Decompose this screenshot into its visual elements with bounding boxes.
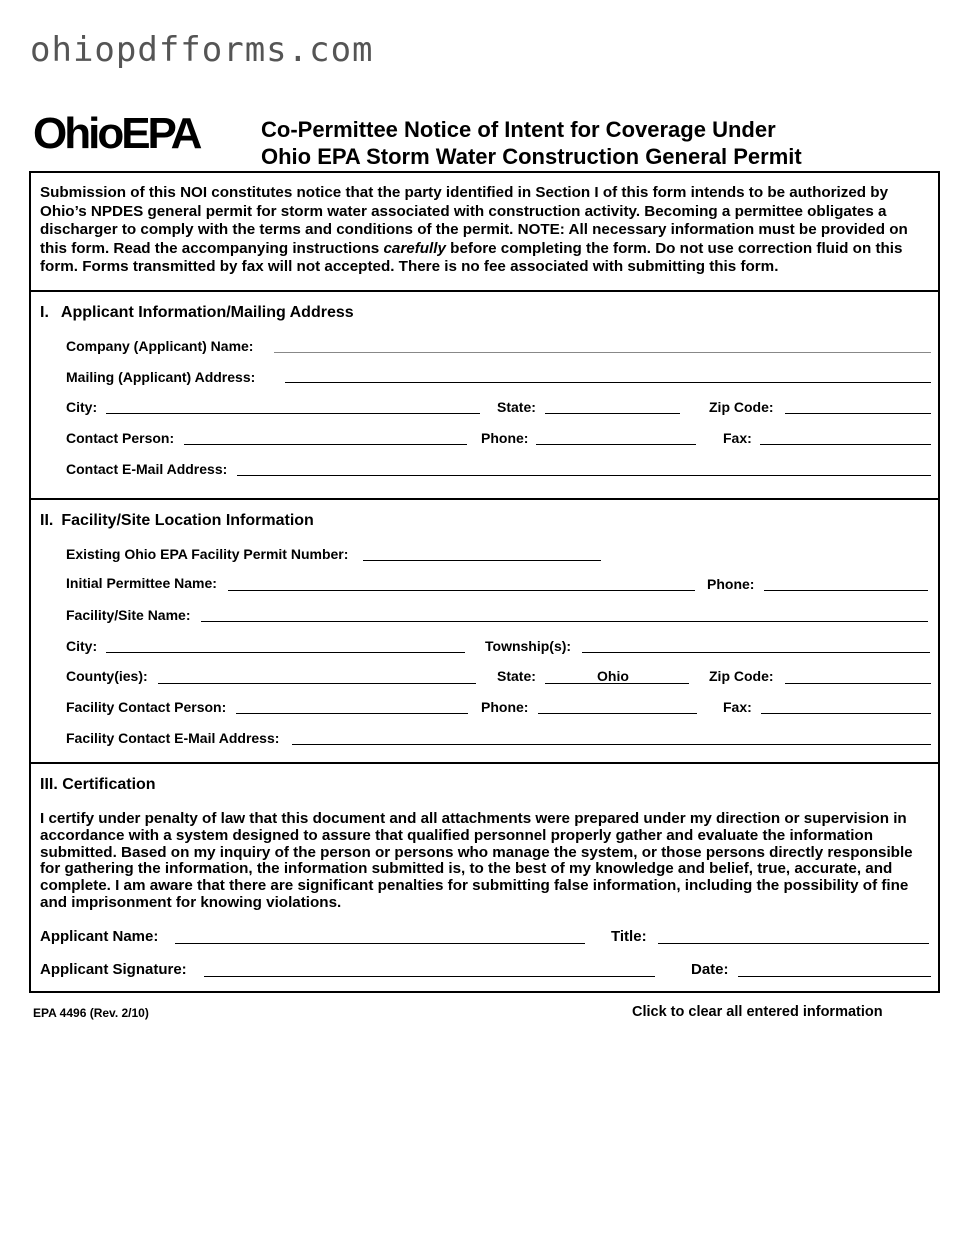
facility-email-label: Facility Contact E-Mail Address:	[66, 730, 280, 746]
permit-number-label: Existing Ohio EPA Facility Permit Number:	[66, 546, 349, 562]
zip-code-field[interactable]	[785, 413, 931, 414]
facility-email-field[interactable]	[292, 744, 931, 745]
county-field[interactable]	[158, 683, 476, 684]
section-2-heading: II. Facility/Site Location Information	[40, 512, 314, 529]
section-1-heading: I. Applicant Information/Mailing Address	[40, 304, 354, 321]
title-line-2: Ohio EPA Storm Water Construction General Permit	[261, 144, 802, 169]
permittee-phone-field[interactable]	[764, 590, 928, 591]
applicant-title-label: Title:	[611, 928, 647, 945]
divider	[31, 498, 938, 500]
township-field[interactable]	[582, 652, 930, 653]
city-field[interactable]	[106, 413, 480, 414]
city-label: City:	[66, 399, 98, 415]
title-line-1: Co-Permittee Notice of Intent for Coverage Under	[261, 117, 776, 142]
date-label: Date:	[691, 961, 729, 978]
applicant-signature-label: Applicant Signature:	[40, 961, 187, 978]
applicant-name-field[interactable]	[175, 943, 585, 944]
contact-email-label: Contact E-Mail Address:	[66, 461, 228, 477]
contact-person-label: Contact Person:	[66, 430, 175, 446]
company-name-field[interactable]	[274, 352, 931, 353]
site-zip-label: Zip Code:	[709, 668, 774, 684]
contact-email-field[interactable]	[237, 475, 931, 476]
facility-contact-field[interactable]	[236, 713, 468, 714]
site-city-label: City:	[66, 638, 98, 654]
fax-label: Fax:	[723, 430, 752, 446]
permit-number-field[interactable]	[363, 560, 601, 561]
facility-fax-field[interactable]	[761, 713, 931, 714]
mailing-address-field[interactable]	[285, 382, 931, 383]
applicant-signature-field[interactable]	[204, 976, 655, 977]
state-field[interactable]	[545, 413, 680, 414]
facility-fax-label: Fax:	[723, 699, 752, 715]
date-field[interactable]	[738, 976, 931, 977]
certification-text: I certify under penalty of law that this document and all attachments were prepared under my direction or supervision in accordance with a system designed to assure that qualified personnel properly gather and evaluate the information submitted. Based on my inquiry of the person or persons who manage the system, or those persons directly responsible for gathering the information, the information submitted is, to the best of my knowledge and belief, true, accurate, and complete. I am aware that there are significant penalties for submitting false information, including the possibility of fine and imprisonment for knowing violations.	[40, 810, 913, 911]
site-name-field[interactable]	[201, 621, 928, 622]
initial-permittee-label: Initial Permittee Name:	[66, 575, 217, 591]
ohio-epa-logo: OhioEPA	[33, 109, 200, 158]
facility-phone-label: Phone:	[481, 699, 529, 715]
township-label: Township(s):	[485, 638, 572, 654]
clear-form-button[interactable]: Click to clear all entered information	[632, 1004, 883, 1020]
section-3-heading: III. Certification	[40, 776, 156, 793]
site-city-field[interactable]	[106, 652, 465, 653]
contact-person-field[interactable]	[184, 444, 467, 445]
state-label: State:	[497, 399, 536, 415]
permittee-phone-label: Phone:	[707, 576, 755, 592]
phone-label: Phone:	[481, 430, 529, 446]
form-title	[261, 116, 802, 170]
form-id: EPA 4496 (Rev. 2/10)	[33, 1006, 149, 1020]
zip-code-label: Zip Code:	[709, 399, 774, 415]
divider	[31, 762, 938, 764]
site-name-label: Facility/Site Name:	[66, 607, 191, 623]
applicant-name-label: Applicant Name:	[40, 928, 159, 945]
fax-field[interactable]	[760, 444, 931, 445]
divider	[31, 290, 938, 292]
site-state-label: State:	[497, 668, 536, 684]
watermark: ohiopdfforms.com	[30, 30, 374, 70]
facility-contact-label: Facility Contact Person:	[66, 699, 227, 715]
intro-text: Submission of this NOI constitutes notice that the party identified in Section I of this form intends to be authorized by Ohio’s NPDES general permit for storm water associated with construction activity. Becoming a permittee obligates a discharger to comply with the terms and conditions of the permit. NOTE: All necessary information must be provided on this form. Read the accompanying instructions carefully before completing the form. Do not use correction fluid on this form. Forms transmitted by fax will not accepted. There is no fee associated with submitting this form.	[40, 184, 908, 275]
company-name-label: Company (Applicant) Name:	[66, 338, 254, 354]
initial-permittee-field[interactable]	[228, 590, 695, 591]
site-zip-field[interactable]	[785, 683, 931, 684]
county-label: County(ies):	[66, 668, 148, 684]
applicant-title-field[interactable]	[658, 943, 929, 944]
site-state-value: Ohio	[597, 668, 629, 684]
mailing-address-label: Mailing (Applicant) Address:	[66, 369, 256, 385]
form-frame	[29, 171, 940, 993]
facility-phone-field[interactable]	[538, 713, 697, 714]
phone-field[interactable]	[536, 444, 696, 445]
